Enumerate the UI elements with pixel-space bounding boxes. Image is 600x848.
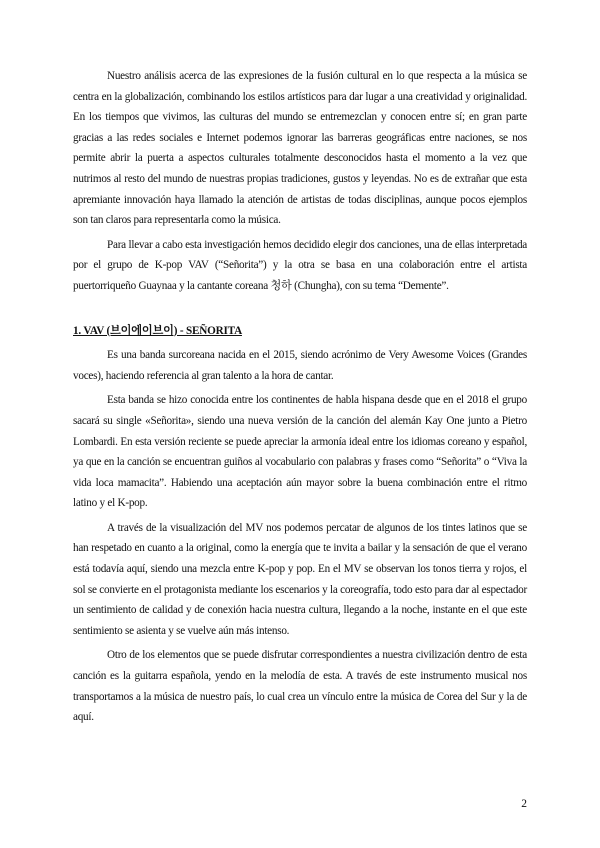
section-heading: 1. VAV (브이에이브이) - SEÑORITA	[73, 324, 242, 337]
page-number: 2	[521, 798, 527, 810]
section-paragraph: Esta banda se hizo conocida entre los continentes de habla hispana desde que en el 2018 el grupo sacará su single «Señorita», siendo una nueva versión de la canción del alemán Kay One junto a Pietro Lombardi. En esta versión reciente se puede apreciar la armonía ideal entre los idiomas coreano y español, ya que en la canción se encuentran guiños al vocabulario con palabras y frases como “Señorita” o “Viva la vida loca mamacita”. Habiendo una aceptación aún mayor sobre la buena combinación entre el ritmo latino y el K-pop.	[73, 394, 527, 510]
body-text	[73, 66, 527, 728]
section-paragraph: A través de la visualización del MV nos podemos percatar de algunos de los tintes latinos que se han respetado en cuanto a la original, como la energía que te invita a bailar y la sensación de que el verano está todavía aquí, siendo una mezcla entre K-pop y pop. En el MV se observan los tonos tierra y rojos, el sol se convierte en el protagonista mediante los escenarios y la coreografía, todo esto para dar al espectador un sentimiento de calidad y de conexión hacia nuestra cultura, llegando a la noche, instante en el que este sentimiento se asienta y se vuelve aún más intenso.	[73, 521, 527, 637]
intro-paragraph: Para llevar a cabo esta investigación hemos decidido elegir dos canciones, una de ellas interpretada por el grupo de K-pop VAV (“Señorita”) y la otra se basa en una colaboración entre el artista puertorriqueño Guaynaa y la cantante coreana 청하 (Chungha), con su tema “Demente”.	[73, 238, 527, 292]
intro-paragraph: Nuestro análisis acerca de las expresiones de la fusión cultural en lo que respecta a la música se centra en la globalización, combinando los estilos artísticos para dar lugar a una creatividad y originalidad. En los tiempos que vivimos, las culturas del mundo se entremezclan y conocen entre sí; en gran parte gracias a las redes sociales e Internet podemos ignorar las barreras geográficas entre naciones, se nos permite abrir la puerta a aspectos culturales totalmente desconocidos hasta el momento a la vez que nutrimos al resto del mundo de nuestras propias tradiciones, gustos y leyendas. No es de extrañar que esta apremiante innovación haya llamado la atención de artistas de todas disciplinas, aunque pocos ejemplos son tan claros para representarla como la música.	[73, 70, 527, 227]
section-paragraph: Es una banda surcoreana nacida en el 2015, siendo acrónimo de Very Awesome Voices (Grandes voces), haciendo referencia al gran talento a la hora de cantar.	[73, 349, 527, 382]
section-paragraph: Otro de los elementos que se puede disfrutar correspondientes a nuestra civilización dentro de esta canción es la guitarra española, yendo en la melodía de esta. A través de este instrumento musical nos transportamos a la música de nuestro país, lo cual crea un vínculo entre la música de Corea del Sur y la de aquí.	[73, 649, 527, 724]
